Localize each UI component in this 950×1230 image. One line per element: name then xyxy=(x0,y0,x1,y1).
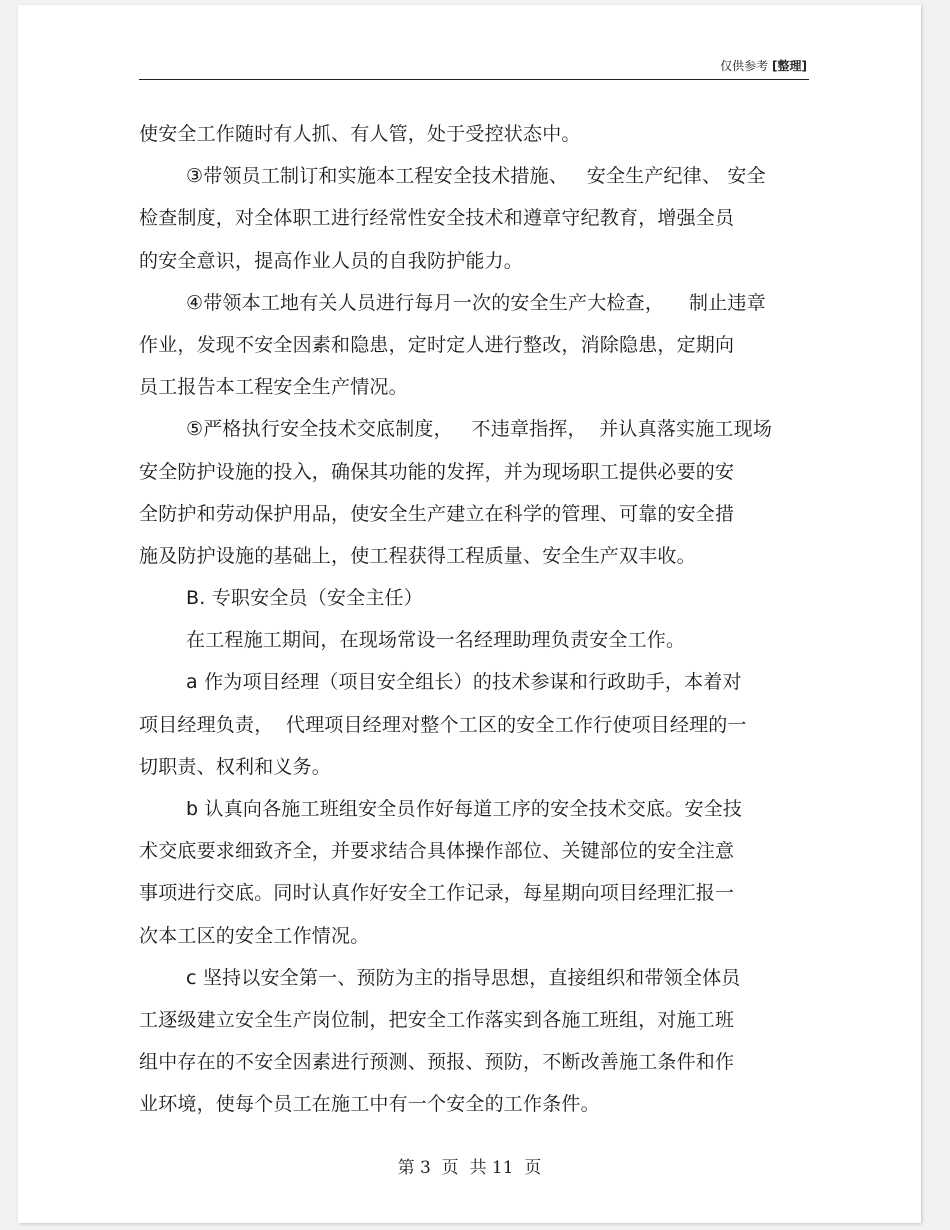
paragraph xyxy=(139,282,819,409)
text-line: a 作为项目经理（项目安全组长）的技术参谋和行政助手，本着对 xyxy=(186,671,742,694)
paragraph xyxy=(139,661,819,788)
text-line: 施及防护设施的基础上，使工程获得工程质量、安全生产双丰收。 xyxy=(139,544,696,567)
text-line: 组中存在的不安全因素进行预测、预报、预防，不断改善施工条件和作 xyxy=(139,1051,735,1074)
paragraph xyxy=(139,113,819,155)
text-line: 安全防护设施的投入，确保其功能的发挥，并为现场职工提供必要的安 xyxy=(139,460,735,483)
text-line: 作业，发现不安全因素和隐患，定时定人进行整改，消除隐患，定期向 xyxy=(139,333,735,356)
text-line: 工逐级建立安全生产岗位制，把安全工作落实到各施工班组，对施工班 xyxy=(139,1008,735,1031)
paragraph xyxy=(139,408,819,577)
page-number: 第 3 页 共 11 页 xyxy=(397,1158,542,1178)
page-header xyxy=(139,51,809,80)
text-line: 使安全工作随时有人抓、有人管，处于受控状态中。 xyxy=(139,123,581,145)
text-line: B. 专职安全员（安全主任） xyxy=(186,587,423,610)
paragraph xyxy=(139,957,819,1126)
text-line: 员工报告本工程安全生产情况。 xyxy=(139,376,408,399)
text-line: 全防护和劳动保护用品，使安全生产建立在科学的管理、可靠的安全措 xyxy=(139,502,735,525)
text-line: ④带领本工地有关人员进行每月一次的安全生产大检查， 制止违章 xyxy=(186,291,766,314)
text-line: 业环境，使每个员工在施工中有一个安全的工作条件。 xyxy=(139,1093,600,1116)
text-line: 检查制度，对全体职工进行经常性安全技术和遵章守纪教育，增强全员 xyxy=(139,207,735,230)
text-line: ⑤严格执行安全技术交底制度， 不违章指挥， 并认真落实施工现场 xyxy=(186,418,773,441)
text-line: ③带领员工制订和实施本工程安全技术措施、 安全生产纪律、 安全 xyxy=(186,165,766,188)
header-note xyxy=(720,57,807,74)
paragraph xyxy=(139,788,819,957)
text-line: b 认真向各施工班组安全员作好每道工序的安全技术交底。安全技 xyxy=(186,798,743,820)
header-bracket: [整理] xyxy=(772,59,807,73)
document-body xyxy=(139,113,819,1126)
section-heading xyxy=(139,577,819,619)
paragraph xyxy=(139,619,819,661)
paragraph xyxy=(139,155,819,282)
text-line: c 坚持以安全第一、预防为主的指导思想，直接组织和带领全体员 xyxy=(186,966,741,989)
text-line: 次本工区的安全工作情况。 xyxy=(139,924,370,947)
text-line: 项目经理负责， 代理项目经理对整个工区的安全工作行使项目经理的一 xyxy=(139,713,747,736)
text-line: 在工程施工期间，在现场常设一名经理助理负责安全工作。 xyxy=(186,629,686,652)
document-page xyxy=(18,5,921,1223)
text-line: 术交底要求细致齐全，并要求结合具体操作部位、关键部位的安全注意 xyxy=(139,840,735,863)
text-line: 事项进行交底。同时认真作好安全工作记录，每星期向项目经理汇报一 xyxy=(139,882,735,905)
text-line: 的安全意识，提高作业人员的自我防护能力。 xyxy=(139,249,524,272)
text-line: 切职责、权利和义务。 xyxy=(139,755,332,778)
header-label: 仅供参考 xyxy=(720,59,769,73)
